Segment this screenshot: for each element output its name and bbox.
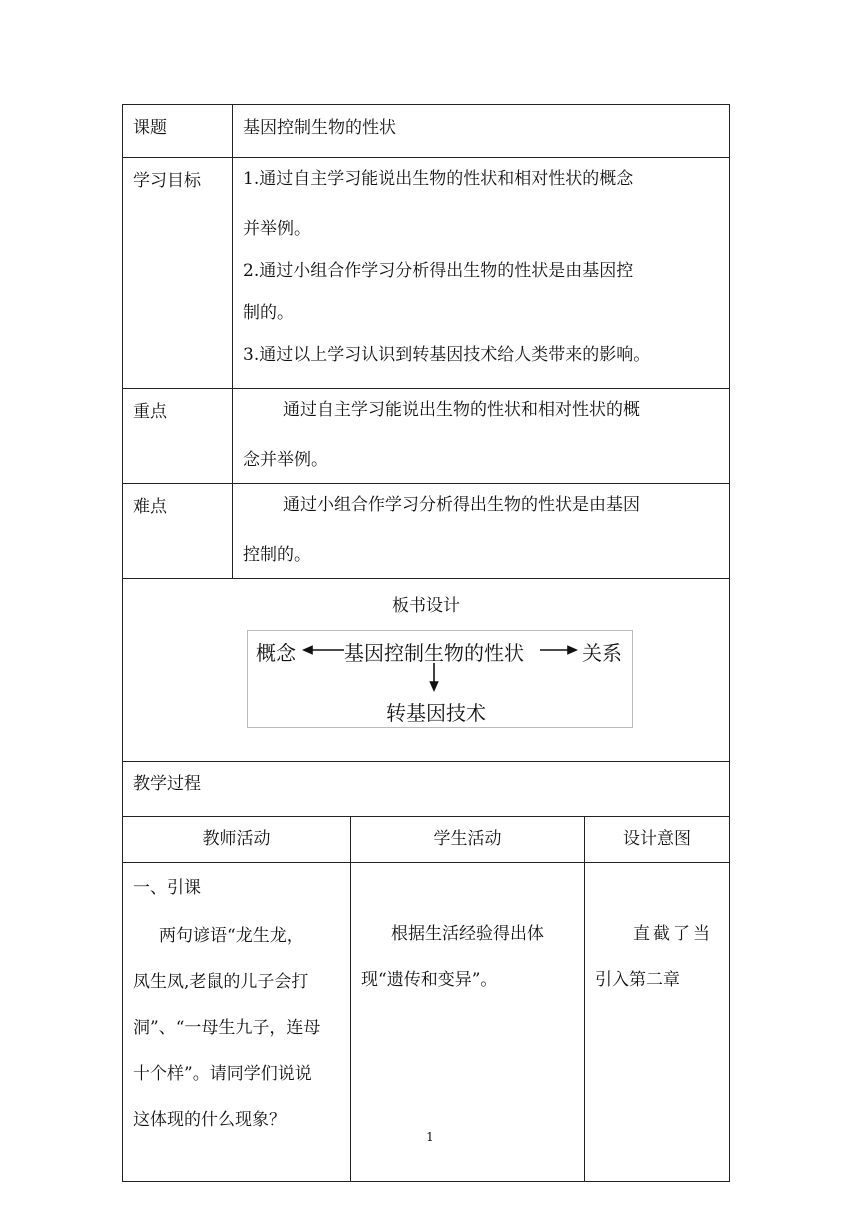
goal-line: 并举例。 xyxy=(243,219,311,239)
goal-line: 1.通过自主学习能说出生物的性状和相对性状的概念 xyxy=(243,169,634,189)
key-point-label: 重点 xyxy=(123,389,233,484)
teacher-line: 凤生凤,老鼠的儿子会打 xyxy=(133,972,309,992)
difficulty-label: 难点 xyxy=(123,484,233,579)
board-right-node: 关系 xyxy=(582,641,622,665)
key-point-row xyxy=(123,389,730,484)
intent-line: 直截了当 xyxy=(633,924,713,944)
goals-row xyxy=(123,158,730,389)
teacher-activity-header: 教师活动 xyxy=(123,817,351,863)
title-value: 基因控制生物的性状 xyxy=(233,105,730,158)
teacher-line: 十个样”。请同学们说说 xyxy=(133,1064,312,1084)
process-row xyxy=(123,762,730,817)
teacher-line: 这体现的什么现象？ xyxy=(133,1110,286,1130)
lesson-plan-table xyxy=(122,104,730,1182)
title-label: 课题 xyxy=(123,105,233,158)
left-arrowhead xyxy=(304,647,312,654)
board-bottom-node: 转基因技术 xyxy=(386,701,486,725)
board-left-node: 概念 xyxy=(256,641,296,665)
teacher-line: 两句谚语“龙生龙， xyxy=(159,926,304,946)
teacher-line: 一、引课 xyxy=(133,878,201,898)
down-arrowhead xyxy=(431,682,438,690)
difficulty-line: 控制的。 xyxy=(243,545,311,565)
key-point-line: 通过自主学习能说出生物的性状和相对性状的概 xyxy=(283,400,640,420)
difficulty-content xyxy=(233,484,730,579)
activity-header-row xyxy=(123,817,730,863)
difficulty-row xyxy=(123,484,730,579)
student-line: 现“遗传和变异”。 xyxy=(361,970,498,990)
goals-content xyxy=(233,158,730,389)
title-row xyxy=(123,105,730,158)
key-point-content xyxy=(233,389,730,484)
student-activity-header: 学生活动 xyxy=(351,817,585,863)
design-intent-header: 设计意图 xyxy=(585,817,730,863)
goal-line: 3.通过以上学习认识到转基因技术给人类带来的影响。 xyxy=(243,345,651,365)
board-design-row xyxy=(123,579,730,762)
goal-line: 2.通过小组合作学习分析得出生物的性状是由基因控 xyxy=(243,261,634,281)
goals-label: 学习目标 xyxy=(123,158,233,389)
goal-line: 制的。 xyxy=(243,303,294,323)
process-label: 教学过程 xyxy=(123,762,730,817)
board-design-cell xyxy=(123,579,730,762)
board-center-node: 基因控制生物的性状 xyxy=(344,641,524,665)
board-design-title: 板书设计 xyxy=(392,596,461,616)
page-number: 1 xyxy=(426,1130,434,1144)
teacher-line: 洞”、“一母生九子，连母 xyxy=(133,1018,321,1038)
student-line: 根据生活经验得出体 xyxy=(391,924,544,944)
key-point-line: 念并举例。 xyxy=(243,450,328,470)
right-arrowhead xyxy=(568,647,576,654)
intent-line: 引入第二章 xyxy=(595,970,680,990)
difficulty-line: 通过小组合作学习分析得出生物的性状是由基因 xyxy=(283,495,640,515)
board-diagram xyxy=(247,630,633,728)
